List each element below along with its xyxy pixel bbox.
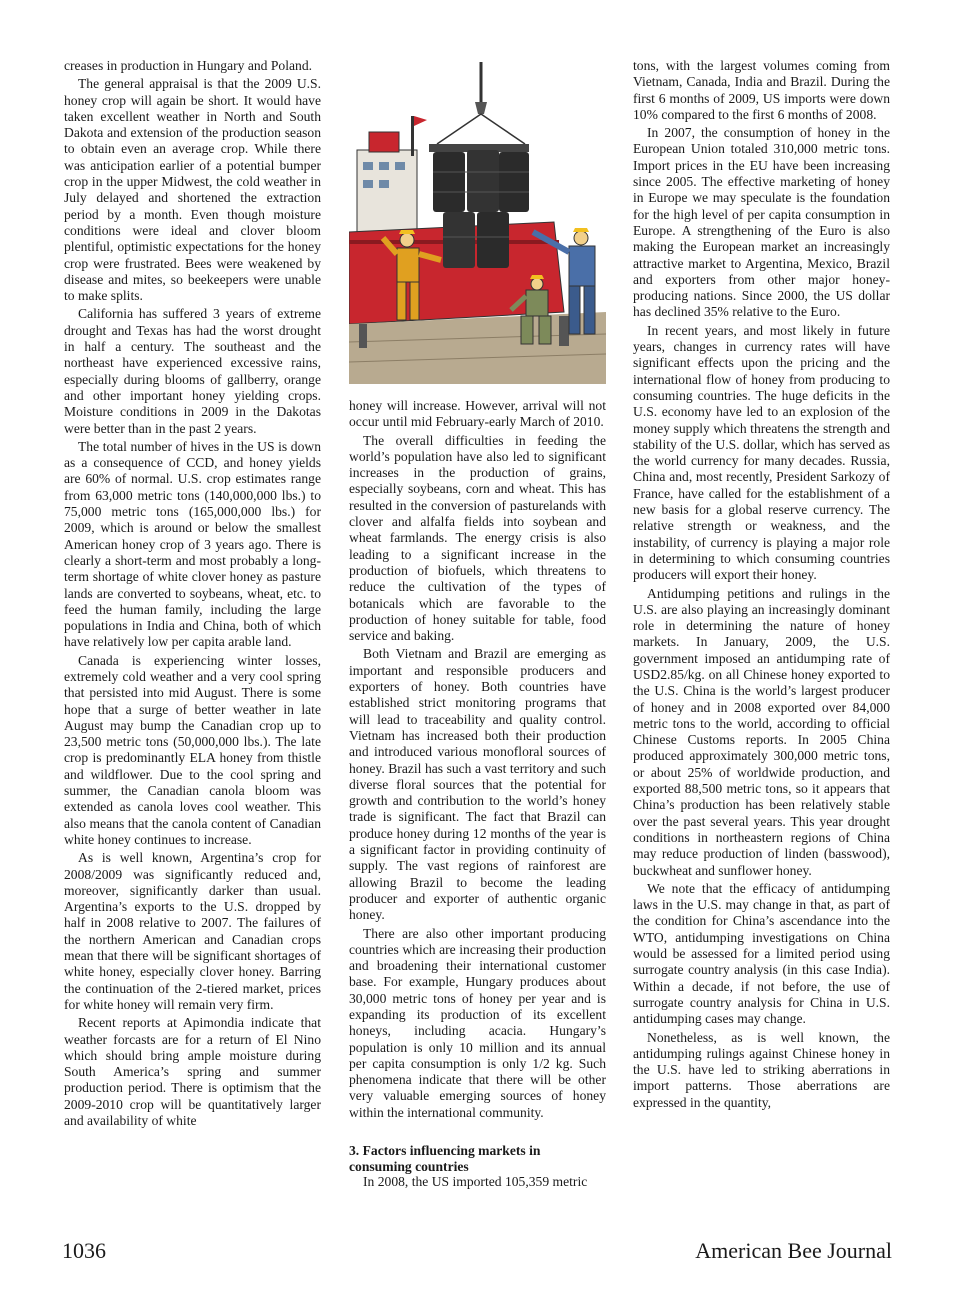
paragraph: In 2008, the US imported 105,359 metric — [363, 1174, 588, 1190]
paragraph: The general appraisal is that the 2009 U.S. honey crop will again be short. It would have taken excellent weather in North and South Dakota and extension of the production season to obtain even an average crop. While there was anticipation earlier of a potential bumper crop in the upper Midwest, the cold weather in July delayed and shortened the extraction period by a month. Even though moisture conditions were ideal and clover bloom plentiful, optimistic expectations for the honey crop were frustrated. Bees were weakened by disease and mites, so beekeepers were unable to make splits. — [64, 76, 321, 304]
text-column-right — [633, 58, 890, 1113]
paragraph: tons, with the largest volumes coming from Vietnam, Canada, India and Brazil. During the first 6 months of 2009, US imports were down 10% compared to the first 6 months of 2008. — [633, 58, 890, 122]
paragraph: California has suffered 3 years of extreme drought and Texas has had the worst drought in half a century. The southeast and the northeast have experienced excessive rains, especially during blooms of gallberry, orange and other important honey yielding crops. Moisture conditions in 2009 in the Dakotas were better than in the past 2 years. — [64, 306, 321, 436]
paragraph: In recent years, and most likely in future years, changes in currency rates will have significant effects upon the pricing and the international flow of honey from producing to consuming countries. The huge deficits in the U.S. economy have led to an explosion of the money supply which threatens the strength and stability of the U.S. dollar, which has served as the world currency for many decades. Russia, China and, most recently, President Sarkozy of France, have called for the establishment of a new basis for a global reserve currency. The relative strength or weakness, and the instability, of currency is playing a major role in determining to which consuming countries producers will export their honey. — [633, 322, 890, 583]
paragraph: Both Vietnam and Brazil are emerging as important and responsible producers and exporters of honey. Both countries have established strict monitoring programs that will lead to traceability and quality control. Vietnam has increased both their production and introduced various monofloral sources of honey. Brazil has such a vast territory and such diverse floral sources that the potential for growth and contribution to the world’s honey trade is significant. The fact that Brazil can produce honey during 12 months of the year is a significant factor in providing continuity of supply. The vast regions of rainforest are allowing Brazil to become the leading producer and exporter of authentic organic honey. — [349, 646, 606, 923]
cargo-ship-unloading-illustration — [349, 62, 606, 384]
section-heading: 3. Factors influencing markets in consuming countries — [349, 1143, 541, 1174]
paragraph: The total number of hives in the US is down as a consequence of CCD, and honey yields are 60% of normal. U.S. crop estimates range from 63,000 metric tons (140,000,000 lbs.) to 75,000 metric tons (165,000,000 lbs.) for 2009, which is around or below the smallest American honey crop of 3 years ago. There is clearly a short-term and most probably a long-term shortage of white clover honey as pasture lands are converted to soybeans, wheat, etc. to feed the human family, including the large populations in India and China, both of which have relatively low per capita arable land. — [64, 438, 321, 650]
paragraph: honey will increase. However, arrival will not occur until mid February-early March of 2010. — [349, 398, 606, 430]
paragraph: The overall difficulties in feeding the world’s population have also led to significant increases in the production of grains, especially soybeans, corn and wheat. This has resulted in the conversion of pasturelands with clover and alfalfa fields into soybean and wheat farmlands. The energy crisis is also leading to a significant increase in the production of biofuels, which threatens to reduce the cultivation of the types of botanicals which are favorable to the production of honey suitable for table, food service and baking. — [349, 432, 606, 644]
paragraph: Antidumping petitions and rulings in the U.S. are also playing an increasingly dominant role in determining the nature of honey markets. In January, 2009, the U.S. government imposed an antidumping rate of USD2.85/kg. on all Chinese honey exported to the U.S. China is the world’s largest producer of honey and in 2008 exported over 84,000 metric tons to the world, according to official Chinese Customs reports. In 2005 China produced approximately 300,000 metric tons, or about 25% of worldwide production, and exported 88,500 metric tons, so it appears that China’s production has been relatively stable over the past several years. This year drought conditions in northeastern regions of China may reduce production of linden (basswood), buckwheat and sunflower honey. — [633, 585, 890, 878]
paragraph: We note that the efficacy of antidumping laws in the U.S. may change in that, as part of the condition for China’s ascendance into the WTO, antidumping investigations on China would be assessed for a limited period using surrogate country analysis (in this case India). Within a decade, if not before, the use of surrogate country analysis for China in U.S. antidumping cases may change. — [633, 880, 890, 1027]
paragraph: creases in production in Hungary and Poland. — [64, 58, 313, 73]
journal-title: American Bee Journal — [695, 1238, 892, 1263]
paragraph: In 2007, the consumption of honey in the European Union totaled 310,000 metric tons. Import prices in the EU have been increasing since 2005. The effective marketing of honey in Europe we may speculate is the foundation for the high level of per capita consumption in Europe. A strengthening of the Euro is also making the European market an increasingly attractive market to Argentina, Mexico, Brazil and exporters from other major honey-producing nations. Since 2000, the US dollar has declined 35% relative to the Euro. — [633, 125, 890, 320]
paragraph: Recent reports at Apimondia indicate that weather forcasts are for a return of El Nino which should bring ample moisture during South America’s spring and summer production period. There is optimism that the 2009-2010 crop will be quantitatively larger and availability of white — [64, 1015, 321, 1128]
text-column-left — [64, 58, 321, 1131]
paragraph: As is well known, Argentina’s crop for 2008/2009 was significantly reduced and, moreover, significantly darker than usual. Argentina’s exports to the U.S. dropped by half in 2008 relative to 2007. The failures of the northern American and Canadian crops mean that there will be significant shortages of white honey, especially clover honey. Barring the continuation of the 2-tiered market, prices for white honey will remain very firm. — [64, 850, 321, 1012]
paragraph: Nonetheless, as is well known, the antidumping rulings against Chinese honey in the U.S. have led to striking aberrations in import patterns. Those aberrations are expressed in the quantity, — [633, 1029, 890, 1110]
page-number: 1036 — [62, 1238, 106, 1263]
paragraph: There are also other important producing countries which are increasing their production and broadening their international customer base. For example, Hungary produces about 30,000 metric tons of honey per year and is expanding its production of its excellent honeys, including acacia. Hungary’s population is only 10 million and its annual per capita consumption is only 1/2 kg. Such phenomena indicate that there will be other very valuable emerging sources of honey within the international community. — [349, 925, 606, 1120]
paragraph: Canada is experiencing winter losses, extremely cold weather and a very cool spring that persisted into mid August. There is some hope that a surge of better weather in late August may bump the Canadian crop up to 23,500 metric tons (50,000,000 lbs.). The late crop is predominantly ELA honey from thistle and wildflower. Due to the cool spring and summer, the Canadian canola bloom was extended as canola loves cool weather. This also means that the canola content of Canadian white honey continues to increase. — [64, 652, 321, 847]
text-column-middle — [349, 398, 606, 1192]
